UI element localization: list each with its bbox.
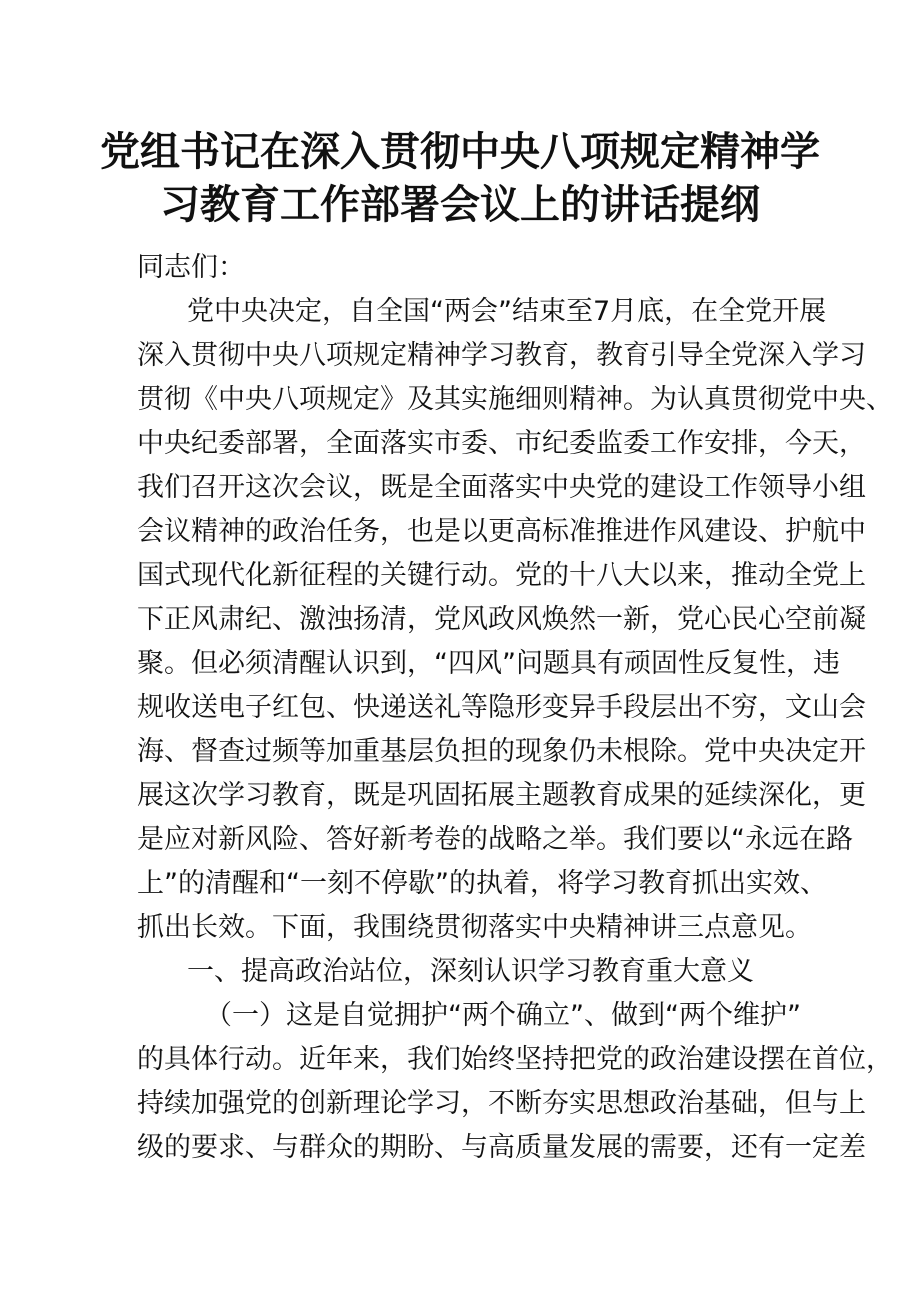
paragraph-1-line: 会议精神的政治任务，也是以更高标准推进作风建设、护航中 [137, 516, 866, 547]
paragraph-1-line: 海、督查过频等加重基层负担的现象仍未根除。党中央决定开 [137, 736, 866, 767]
paragraph-1-line: 国式现代化新征程的关键行动。党的十八大以来，推动全党上 [137, 560, 866, 591]
section-heading: 一、提高政治站位，深刻认识学习教育重大意义 [187, 956, 754, 987]
paragraph-2-line: （一）这是自觉拥护“两个确立”、做到“两个维护” [205, 1000, 801, 1031]
paragraph-1-line: 深入贯彻中央八项规定精神学习教育，教育引导全党深入学习 [137, 340, 866, 371]
paragraph-1-line: 聚。但必须清醒认识到，“四风”问题具有顽固性反复性，违 [137, 648, 840, 679]
paragraph-1-line: 上”的清醒和“一刻不停歇”的执着，将学习教育抓出实效、 [137, 868, 827, 899]
paragraph-1-line: 抓出长效。下面，我围绕贯彻落实中央精神讲三点意见。 [137, 912, 812, 943]
document-title-line-1: 党组书记在深入贯彻中央八项规定精神学 [100, 128, 820, 175]
paragraph-1-line: 展这次学习教育，既是巩固拓展主题教育成果的延续深化，更 [137, 780, 866, 811]
document-title-line-2: 习教育工作部署会议上的讲话提纲 [160, 181, 760, 228]
paragraph-2-line: 持续加强党的创新理论学习，不断夯实思想政治基础，但与上 [137, 1088, 866, 1119]
paragraph-2-line: 级的要求、与群众的期盼、与高质量发展的需要，还有一定差 [137, 1132, 866, 1163]
paragraph-1-line: 中央纪委部署，全面落实市委、市纪委监委工作安排，今天， [137, 428, 866, 459]
paragraph-2-line: 的具体行动。近年来，我们始终坚持把党的政治建设摆在首位， [137, 1044, 893, 1075]
paragraph-1-line: 下正风肃纪、激浊扬清，党风政风焕然一新，党心民心空前凝 [137, 604, 866, 635]
paragraph-1-line: 我们召开这次会议，既是全面落实中央党的建设工作领导小组 [137, 472, 866, 503]
paragraph-1-line: 党中央决定，自全国“两会”结束至7月底，在全党开展 [187, 296, 827, 327]
paragraph-1-line: 是应对新风险、答好新考卷的战略之举。我们要以“永远在路 [137, 824, 853, 855]
salutation: 同志们： [137, 252, 245, 283]
paragraph-1-line: 贯彻《中央八项规定》及其实施细则精神。为认真贯彻党中央、 [137, 384, 893, 415]
paragraph-1-line: 规收送电子红包、快递送礼等隐形变异手段层出不穷，文山会 [137, 692, 866, 723]
